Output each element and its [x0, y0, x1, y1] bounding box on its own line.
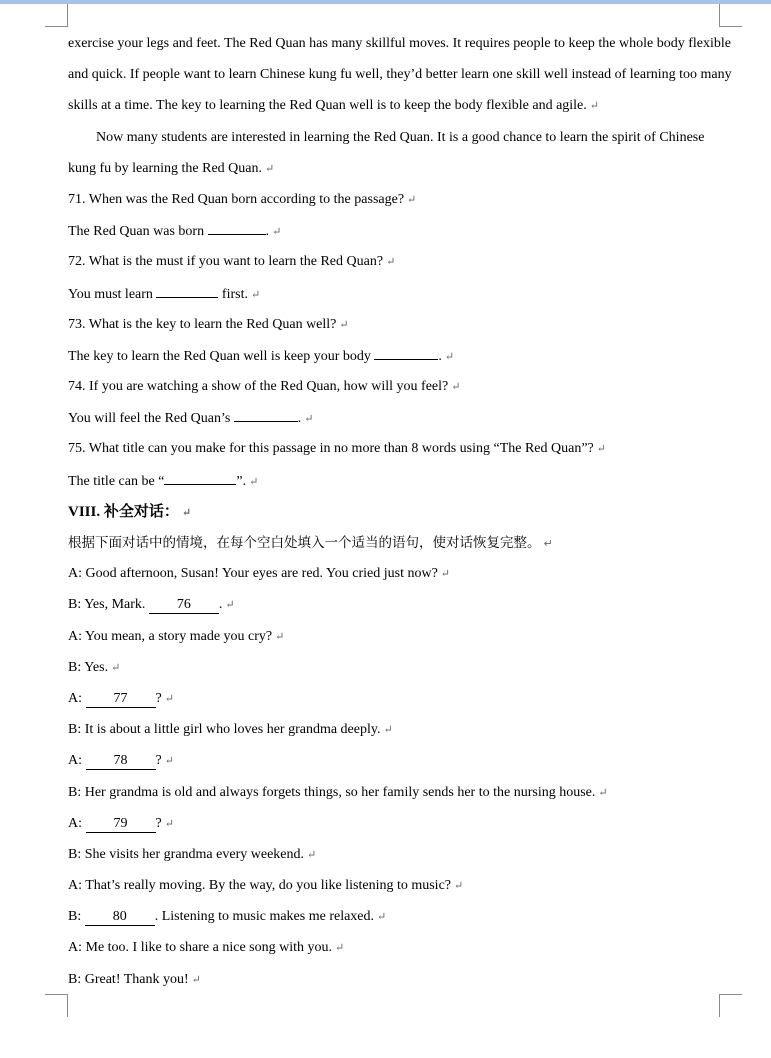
- page-corner-top-right: [719, 4, 742, 27]
- dialogue-line: B: 80 . Listening to music makes me relaxed. ↵: [68, 909, 387, 925]
- paragraph-mark: ↵: [589, 100, 599, 113]
- answer-blank[interactable]: [164, 469, 236, 485]
- dialogue-line: A: Good afternoon, Susan! Your eyes are red. You cried just now? ↵: [68, 566, 450, 582]
- page-corner-bottom-left: [45, 994, 68, 1017]
- paragraph-mark: ↵: [191, 973, 201, 986]
- dialogue-line: A: Me too. I like to share a nice song with you. ↵: [68, 940, 345, 956]
- paragraph-mark: ↵: [272, 226, 282, 239]
- question-72: 72. What is the must if you want to learn the Red Quan? ↵: [68, 254, 396, 270]
- paragraph-mark: ↵: [339, 318, 349, 331]
- question-75: 75. What title can you make for this passage in no more than 8 words using “The Red Quan”? ↵: [68, 441, 606, 457]
- paragraph-mark: ↵: [275, 630, 285, 643]
- paragraph-mark: ↵: [265, 162, 275, 175]
- paragraph-mark: ↵: [335, 942, 345, 955]
- paragraph-mark: ↵: [386, 256, 396, 269]
- answer-75: The title can be “ ”. ↵: [68, 469, 728, 500]
- dialogue-line: A: 77 ? ↵: [68, 690, 174, 706]
- document-body[interactable]: [68, 32, 732, 999]
- paragraph-mark: ↵: [444, 350, 455, 363]
- dialogue-line: A: 79 ? ↵: [68, 815, 174, 831]
- window-top-bar: [0, 0, 771, 4]
- answer-blank-79[interactable]: 79: [86, 816, 156, 833]
- paragraph-mark: ↵: [451, 381, 461, 394]
- dialogue-line: B: Great! Thank you! ↵: [68, 971, 201, 987]
- passage-line: skills at a time. The key to learning the Red Quan well is to keep the body flexible and agile. ↵: [68, 98, 599, 114]
- paragraph-mark: ↵: [181, 506, 192, 519]
- answer-72: You must learn first. ↵: [68, 282, 728, 313]
- answer-blank-80[interactable]: 80: [85, 909, 155, 926]
- paragraph-mark: ↵: [377, 911, 387, 924]
- answer-74: You will feel the Red Quan’s . ↵: [68, 406, 728, 437]
- answer-blank[interactable]: [374, 344, 438, 360]
- paragraph-mark: ↵: [164, 817, 174, 830]
- paragraph-mark: ↵: [307, 848, 317, 861]
- paragraph-mark: ↵: [164, 692, 174, 705]
- question-73: 73. What is the key to learn the Red Quan well? ↵: [68, 316, 349, 332]
- question-71: 71. When was the Red Quan born according to the passage? ↵: [68, 191, 417, 207]
- dialogue-line: B: It is about a little girl who loves her grandma deeply. ↵: [68, 722, 393, 738]
- answer-blank-78[interactable]: 78: [86, 753, 156, 770]
- passage-line: Now many students are interested in learning the Red Quan. It is a good chance to learn the spirit of Chinese: [96, 129, 705, 145]
- paragraph-mark: ↵: [225, 599, 235, 612]
- paragraph-mark: ↵: [596, 443, 606, 456]
- answer-73: The key to learn the Red Quan well is keep your body . ↵: [68, 344, 728, 375]
- paragraph-mark: ↵: [598, 786, 608, 799]
- dialogue-line: A: 78 ? ↵: [68, 753, 174, 769]
- dialogue-line: B: She visits her grandma every weekend. ↵: [68, 846, 317, 862]
- answer-71: The Red Quan was born . ↵: [68, 219, 728, 250]
- passage-line: exercise your legs and feet. The Red Quan has many skillful moves. It requires people to keep the whole body flexible: [68, 36, 731, 51]
- paragraph-mark: ↵: [111, 661, 121, 674]
- paragraph-mark: ↵: [440, 568, 450, 581]
- answer-blank[interactable]: [234, 406, 298, 422]
- page-corner-top-left: [45, 4, 68, 27]
- section-instruction: 根据下面对话中的情境，在每个空白处填入一个适当的语句，使对话恢复完整。 ↵: [68, 535, 553, 551]
- answer-blank[interactable]: [208, 219, 266, 235]
- paragraph-mark: ↵: [304, 413, 314, 426]
- answer-blank-76[interactable]: 76: [149, 597, 219, 614]
- paragraph-mark: ↵: [407, 193, 417, 206]
- passage-line: and quick. If people want to learn Chinese kung fu well, they’d better learn one skill well instead of learning too many: [68, 67, 732, 83]
- dialogue-line: B: Her grandma is old and always forgets things, so her family sends her to the nursing house. ↵: [68, 784, 608, 800]
- paragraph-mark: ↵: [250, 288, 261, 301]
- dialogue-line: B: Yes. ↵: [68, 659, 121, 675]
- answer-blank-77[interactable]: 77: [86, 691, 156, 708]
- question-74: 74. If you are watching a show of the Red Quan, how will you feel? ↵: [68, 379, 461, 395]
- dialogue-line: B: Yes, Mark. 76 . ↵: [68, 597, 235, 613]
- paragraph-mark: ↵: [164, 755, 174, 768]
- answer-blank[interactable]: [156, 282, 218, 298]
- paragraph-mark: ↵: [249, 475, 259, 488]
- dialogue-line: A: You mean, a story made you cry? ↵: [68, 628, 285, 644]
- paragraph-mark: ↵: [543, 537, 553, 550]
- section-heading: VIII. 补全对话： ↵: [68, 503, 192, 520]
- dialogue-line: A: That’s really moving. By the way, do you like listening to music? ↵: [68, 878, 464, 894]
- paragraph-mark: ↵: [383, 724, 393, 737]
- paragraph-mark: ↵: [454, 880, 464, 893]
- passage-line: kung fu by learning the Red Quan. ↵: [68, 160, 275, 176]
